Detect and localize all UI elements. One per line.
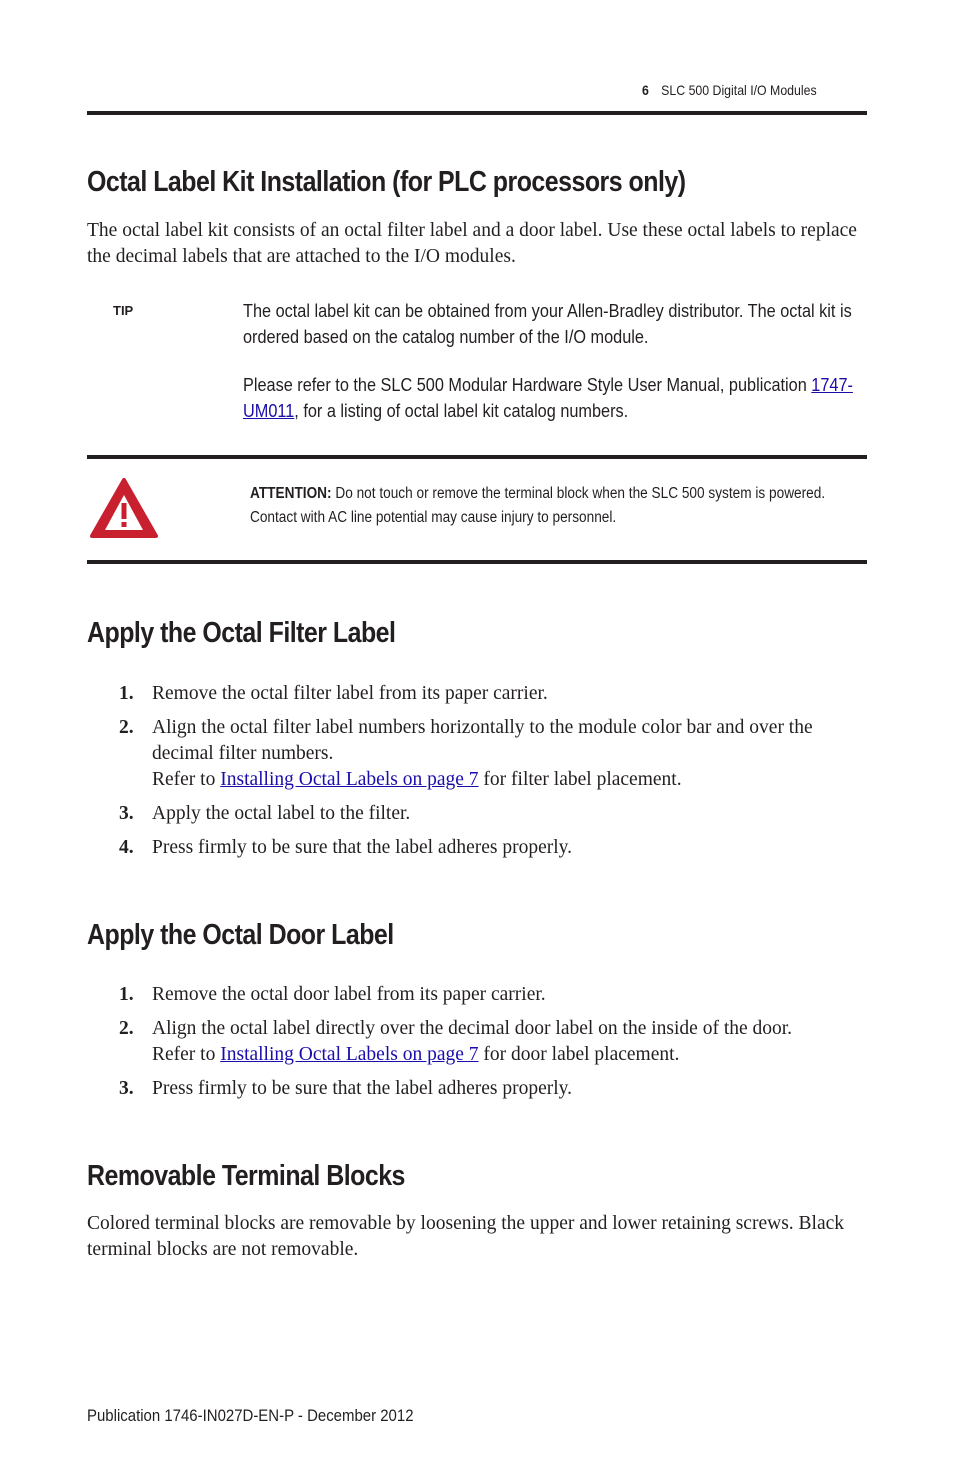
list-item	[87, 801, 869, 827]
warning-triangle-icon	[89, 477, 159, 539]
tip-p2-after: , for a listing of octal label kit catalog numbers.	[294, 400, 629, 421]
step-number: 2.	[119, 717, 134, 738]
heading-door-label: Apply the Octal Door Label	[87, 919, 394, 951]
step-ref-before: Refer to	[152, 769, 221, 790]
step-number: 3.	[119, 803, 134, 824]
publication-link[interactable]: 1747-UM011	[243, 374, 853, 421]
page-header	[642, 82, 840, 98]
step-ref-after: for door label placement.	[478, 1044, 680, 1065]
list-item	[87, 835, 869, 861]
installing-octal-labels-link[interactable]: Installing Octal Labels on page 7	[220, 1044, 479, 1065]
list-item	[87, 1076, 869, 1102]
step-text: Press firmly to be sure that the label adheres properly.	[152, 1078, 573, 1099]
tip-paragraph-2	[243, 372, 869, 424]
step-number: 2.	[119, 1018, 134, 1039]
step-text: Remove the octal filter label from its paper carrier.	[152, 683, 548, 704]
terminal-blocks-text: Colored terminal blocks are removable by loosening the upper and lower retaining screws. Black terminal blocks are not removable.	[87, 1213, 845, 1260]
header-rule	[87, 111, 867, 115]
step-text: Align the octal label directly over the decimal door label on the inside of the door.	[152, 1018, 793, 1039]
step-text: Align the octal filter label numbers horizontally to the module color bar and over the decimal filter numbers.	[152, 717, 813, 764]
step-ref-before: Refer to	[152, 1044, 221, 1065]
attention-message	[250, 482, 868, 530]
heading-filter-label: Apply the Octal Filter Label	[87, 617, 396, 649]
step-number: 3.	[119, 1078, 134, 1099]
step-number: 1.	[119, 984, 134, 1005]
step-number: 4.	[119, 837, 134, 858]
footer-publication: Publication 1746-IN027D-EN-P - December 2012	[87, 1406, 414, 1425]
octal-kit-intro: The octal label kit consists of an octal filter label and a door label. Use these octal labels to replace the decimal labels that are attached to the I/O modules.	[87, 220, 857, 267]
step-number: 1.	[119, 683, 134, 704]
attention-top-rule	[87, 455, 867, 459]
door-label-steps	[87, 982, 869, 1110]
step-text: Press firmly to be sure that the label adheres properly.	[152, 837, 573, 858]
list-item	[87, 982, 869, 1008]
document-title: SLC 500 Digital I/O Modules	[661, 82, 817, 98]
attention-label: ATTENTION:	[250, 485, 332, 502]
tip-p2-before: Please refer to the SLC 500 Modular Hardware Style User Manual, publication	[243, 374, 812, 395]
attention-bottom-rule	[87, 560, 867, 564]
heading-octal-label-kit: Octal Label Kit Installation (for PLC processors only)	[87, 166, 686, 198]
page-number: 6	[642, 82, 649, 98]
step-text: Remove the octal door label from its paper carrier.	[152, 984, 546, 1005]
step-ref-after: for filter label placement.	[478, 769, 682, 790]
attention-text: Do not touch or remove the terminal block when the SLC 500 system is powered. Contact with AC line potential may cause injury to personnel.	[250, 485, 826, 526]
tip-label: TIP	[113, 303, 134, 318]
heading-terminal-blocks: Removable Terminal Blocks	[87, 1160, 405, 1192]
list-item	[87, 715, 869, 793]
filter-label-steps	[87, 681, 869, 869]
tip-paragraph-1: The octal label kit can be obtained from your Allen-Bradley distributor. The octal kit is ordered based on the catalog number of the I/O module.	[243, 300, 852, 347]
step-text: Apply the octal label to the filter.	[152, 803, 411, 824]
list-item	[87, 681, 869, 707]
list-item	[87, 1016, 869, 1068]
installing-octal-labels-link[interactable]: Installing Octal Labels on page 7	[220, 769, 479, 790]
